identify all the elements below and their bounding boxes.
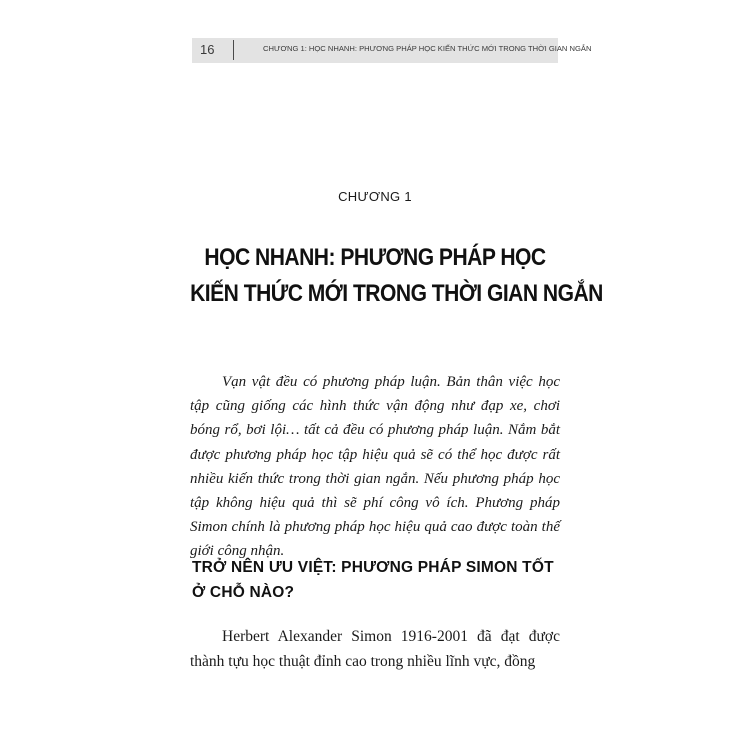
chapter-intro-paragraph: Vạn vật đều có phương pháp luận. Bản thân việc học tập cũng giống các hình thức vận động như đạp xe, chơi bóng rổ, bơi lội… tất cả đều có phương pháp luận. Nắm bắt được phương pháp học tập hiệu quả sẽ có thể học được rất nhiều kiến thức trong thời gian ngắn. Nếu phương pháp học tập không hiệu quả thì sẽ phí công vô ích. Phương pháp Simon chính là phương pháp học hiệu quả cao được toàn thế giới công nhận. bbox=[190, 374, 560, 560]
running-head: CHƯƠNG 1: HỌC NHANH: PHƯƠNG PHÁP HỌC KIẾN THỨC MỚI TRONG THỜI GIAN NGẮN bbox=[263, 44, 592, 53]
chapter-title-line-1: HỌC NHANH: PHƯƠNG PHÁP HỌC bbox=[204, 244, 546, 271]
page-number: 16 bbox=[200, 42, 215, 57]
header-divider bbox=[233, 40, 234, 60]
section-heading: TRỞ NÊN ƯU VIỆT: PHƯƠNG PHÁP SIMON TỐT Ở CHỖ NÀO? bbox=[192, 559, 554, 601]
chapter-title-line-2: KIẾN THỨC MỚI TRONG THỜI GIAN NGẮN bbox=[190, 280, 603, 307]
chapter-title bbox=[190, 240, 603, 312]
chapter-label: CHƯƠNG 1 bbox=[338, 189, 412, 204]
body-paragraph: Herbert Alexander Simon 1916-2001 đã đạt được thành tựu học thuật đỉnh cao trong nhiều lĩnh vực, đồng bbox=[190, 628, 560, 670]
